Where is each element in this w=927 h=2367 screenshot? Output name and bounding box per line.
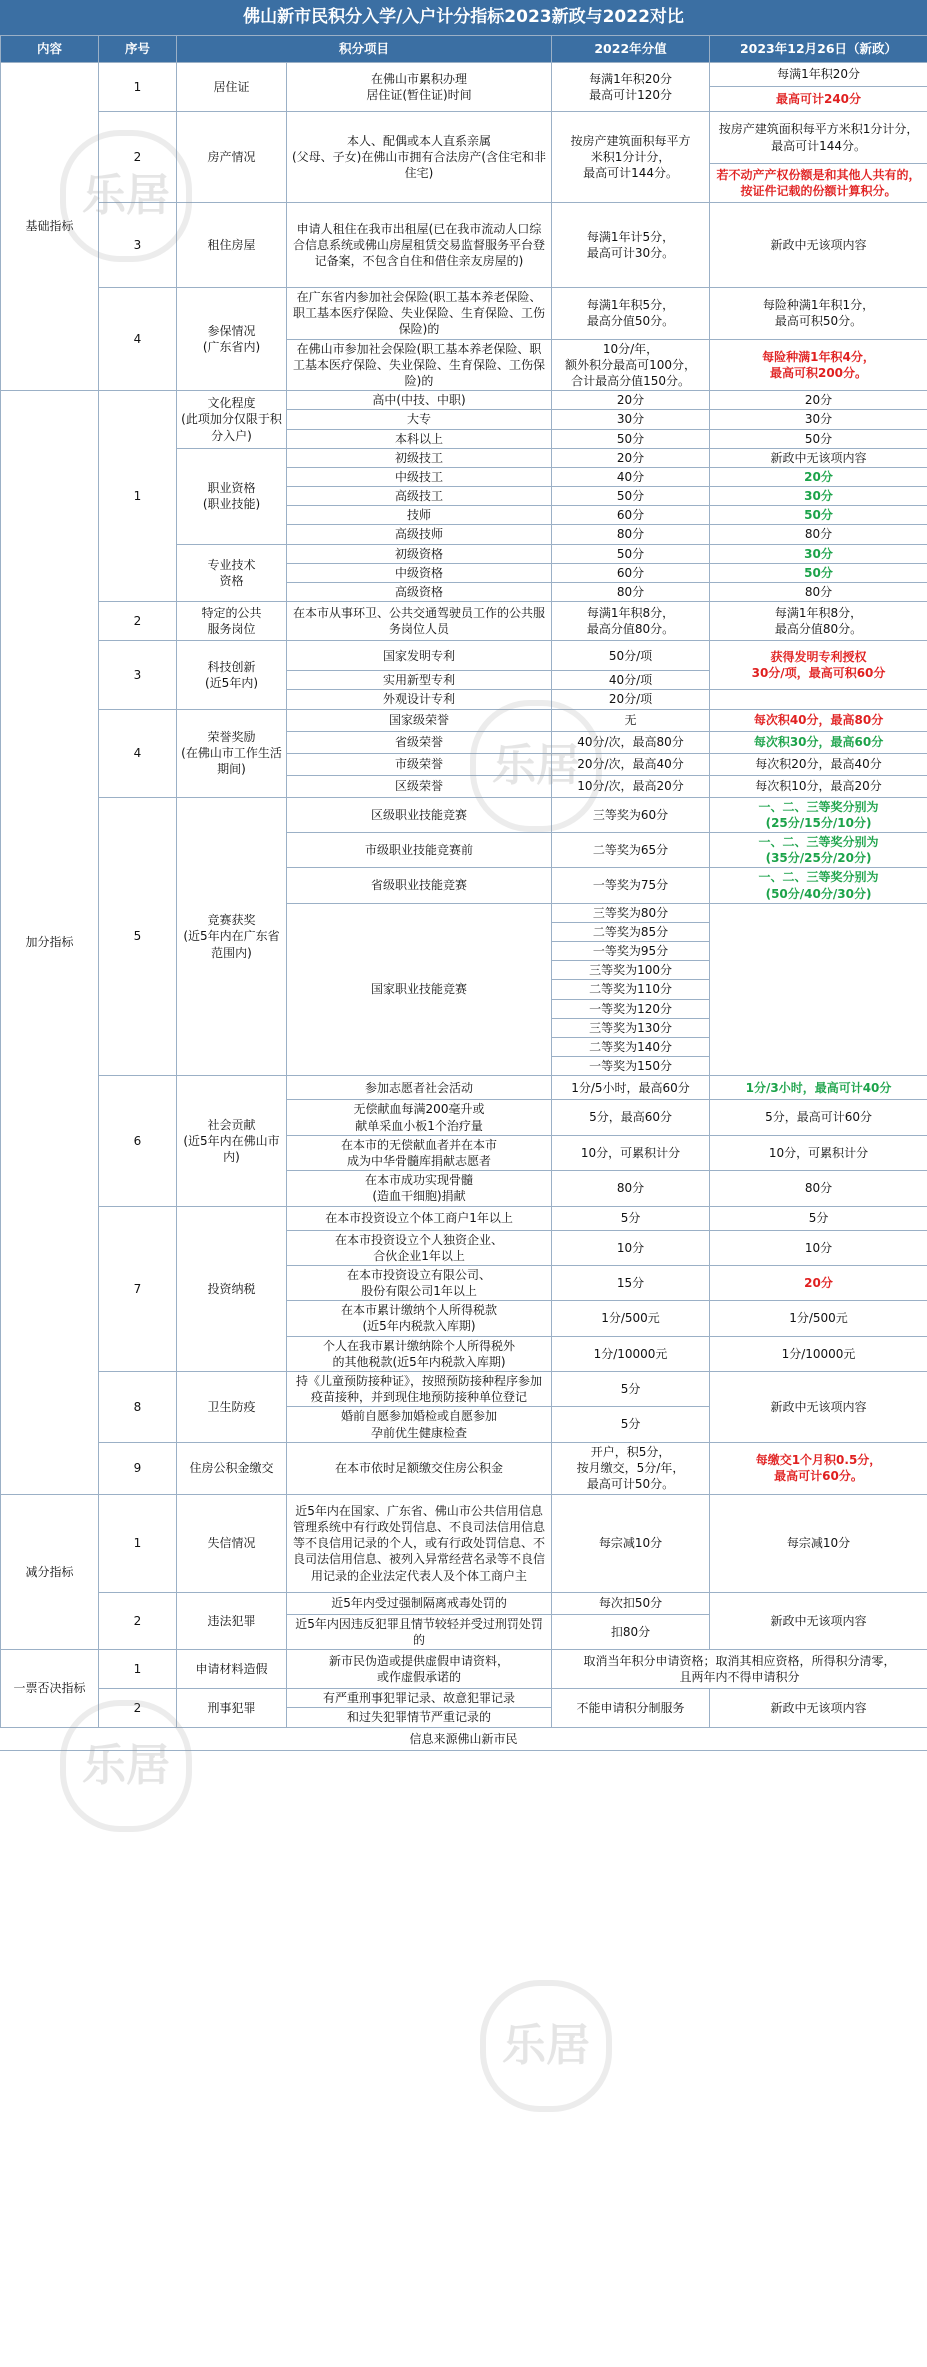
cell-item-detail: 婚前自愿参加婚检或自愿参加 孕前优生健康检查 — [287, 1407, 552, 1442]
cell-item-detail: 持《儿童预防接种证》，按照预防接种程序参加疫苗接种，并到现住地预防接种单位登记 — [287, 1372, 552, 1407]
cell-item-detail: 在本市投资设立个人独资企业、 合伙企业1年以上 — [287, 1230, 552, 1265]
cell-value-2022: 80分 — [552, 525, 710, 544]
cell-value-2023: 每次积30分，最高60分 — [710, 731, 927, 753]
cell-value-2023: 1分/500元 — [710, 1301, 927, 1336]
cell-item-detail: 区级职业技能竞赛 — [287, 797, 552, 832]
cell-item-detail: 在佛山市参加社会保险(职工基本养老保险、职工基本医疗保险、失业保险、生育保险、工伤保险)的 — [287, 339, 552, 391]
cell-value-2023: 50分 — [710, 429, 927, 448]
cell-index: 7 — [99, 1206, 177, 1372]
table-row — [1, 203, 927, 288]
cell-index: 2 — [99, 1592, 177, 1649]
cell-value-2022: 不能申请积分制服务 — [552, 1689, 710, 1727]
header-item: 积分项目 — [177, 36, 552, 63]
cell-index: 1 — [99, 63, 177, 112]
cell-value-2023: 20分 — [710, 467, 927, 486]
cell-value-2023: 新政中无该项内容 — [710, 1372, 927, 1443]
cell-item-name: 居住证 — [177, 63, 287, 112]
cell-value-2022: 一等奖为120分 — [552, 999, 710, 1018]
cell-value-2022: 50分/项 — [552, 641, 710, 671]
cell-value-2022: 每次扣50分 — [552, 1592, 710, 1614]
cell-item-detail: 新市民伪造或提供虚假申请资料， 或作虚假承诺的 — [287, 1650, 552, 1689]
cell-value-2022: 5分 — [552, 1372, 710, 1407]
cell-item-detail: 高级技师 — [287, 525, 552, 544]
cell-value-2022: 每满1年积5分， 最高分值50分。 — [552, 288, 710, 340]
cell-item-name: 失信情况 — [177, 1494, 287, 1592]
cell-value-2022: 50分 — [552, 429, 710, 448]
cell-value-2022: 20分 — [552, 448, 710, 467]
watermark-logo: 乐居 — [480, 1980, 612, 2112]
cell-item-detail: 高中(中技、中职) — [287, 391, 552, 410]
cell-value-2022: 40分/项 — [552, 671, 710, 690]
cell-value-2023: 30分 — [710, 544, 927, 563]
cell-value-2022: 10分 — [552, 1230, 710, 1265]
table-row — [1, 1689, 927, 1708]
cell-value-2022: 无 — [552, 709, 710, 731]
cell-item-detail: 市级荣誉 — [287, 753, 552, 775]
cell-item-detail: 省级荣誉 — [287, 731, 552, 753]
table-row — [1, 112, 927, 164]
cell-item-name: 荣誉奖励 (在佛山市工作生活期间) — [177, 709, 287, 797]
cell-value-2023: 按房产建筑面积每平方米积1分计分，最高可计144分。 — [710, 112, 927, 164]
cell-index: 2 — [99, 112, 177, 203]
cell-item-detail: 市级职业技能竞赛前 — [287, 832, 552, 867]
cell-item-name: 科技创新 (近5年内) — [177, 641, 287, 709]
table-row — [1, 1592, 927, 1614]
source-note: 信息来源佛山新市民 — [0, 1728, 927, 1751]
cell-item-detail: 大专 — [287, 410, 552, 429]
cell-value-2022: 扣80分 — [552, 1614, 710, 1649]
cell-index: 3 — [99, 641, 177, 709]
cell-item-detail: 在本市累计缴纳个人所得税款 (近5年内税款入库期) — [287, 1301, 552, 1336]
cell-value-2023: 每满1年积8分， 最高分值80分。 — [710, 602, 927, 641]
cell-value-2023: 一、二、三等奖分别为 (25分/15分/10分) — [710, 797, 927, 832]
cell-value-2023: 新政中无该项内容 — [710, 448, 927, 467]
cell-value-2023: 新政中无该项内容 — [710, 203, 927, 288]
cell-value-2023: 20分 — [710, 391, 927, 410]
cell-value-2023: 每险种满1年积1分， 最高可积50分。 — [710, 288, 927, 340]
cell-item-detail: 在广东省内参加社会保险(职工基本养老保险、职工基本医疗保险、失业保险、生育保险、工伤保险)的 — [287, 288, 552, 340]
cell-item-detail: 初级技工 — [287, 448, 552, 467]
cell-value-2022: 80分 — [552, 583, 710, 602]
cell-item-detail: 区级荣誉 — [287, 775, 552, 797]
cell-value-2022: 一等奖为150分 — [552, 1057, 710, 1076]
cell-item-name: 文化程度 (此项加分仅限于积分入户) — [177, 391, 287, 449]
cell-value-2022: 每满1年积8分， 最高分值80分。 — [552, 602, 710, 641]
cell-item-detail: 高级技工 — [287, 487, 552, 506]
cell-value-2023: 每满1年积20分 — [710, 63, 927, 87]
cell-value-2022: 5分 — [552, 1206, 710, 1230]
cell-item-name: 租住房屋 — [177, 203, 287, 288]
cell-value-2023: 50分 — [710, 506, 927, 525]
table-row — [1, 641, 927, 671]
comparison-table — [0, 35, 927, 1728]
cell-value-2023 — [710, 690, 927, 709]
cell-value-2022: 二等奖为140分 — [552, 1038, 710, 1057]
cell-value-2023: 5分，最高可计60分 — [710, 1100, 927, 1135]
cell-value-2023: 20分 — [710, 1265, 927, 1300]
cell-item-name: 社会贡献 (近5年内在佛山市内) — [177, 1076, 287, 1206]
cell-item-detail: 外观设计专利 — [287, 690, 552, 709]
cell-item-detail: 在本市投资设立有限公司、 股份有限公司1年以上 — [287, 1265, 552, 1300]
table-row — [1, 288, 927, 340]
cell-value-2023: 新政中无该项内容 — [710, 1592, 927, 1649]
cell-value-2022: 10分/次，最高20分 — [552, 775, 710, 797]
cell-item-detail: 参加志愿者社会活动 — [287, 1076, 552, 1100]
cell-value-2022: 开户，积5分， 按月缴交，5分/年， 最高可计50分。 — [552, 1442, 710, 1494]
page-title: 佛山新市民积分入学/入户计分指标2023新政与2022对比 — [0, 0, 927, 35]
cell-value-2022: 三等奖为130分 — [552, 1018, 710, 1037]
cell-item-detail: 实用新型专利 — [287, 671, 552, 690]
table-row — [1, 391, 927, 410]
header-2022: 2022年分值 — [552, 36, 710, 63]
cell-value-2022: 50分 — [552, 544, 710, 563]
cell-category: 一票否决指标 — [1, 1650, 99, 1727]
cell-value-2023: 每险种满1年积4分， 最高可积200分。 — [710, 339, 927, 391]
cell-item-name: 申请材料造假 — [177, 1650, 287, 1689]
cell-value-2022: 5分，最高60分 — [552, 1100, 710, 1135]
cell-item-name: 特定的公共 服务岗位 — [177, 602, 287, 641]
cell-item-detail: 中级资格 — [287, 563, 552, 582]
cell-value-2022: 20分/次，最高40分 — [552, 753, 710, 775]
cell-value-2023: 1分/10000元 — [710, 1336, 927, 1371]
cell-item-detail: 申请人租住在我市出租屋(已在我市流动人口综合信息系统或佛山房屋租赁交易监督服务平台登记备案，不包含自住和借住亲友房屋的) — [287, 203, 552, 288]
cell-value-2022: 10分，可累积计分 — [552, 1135, 710, 1170]
cell-index: 1 — [99, 391, 177, 602]
cell-item-detail: 技师 — [287, 506, 552, 525]
table-row — [1, 709, 927, 731]
cell-index: 1 — [99, 1650, 177, 1689]
cell-index: 6 — [99, 1076, 177, 1206]
table-row — [1, 63, 927, 87]
cell-index: 2 — [99, 602, 177, 641]
cell-value-2023: 新政中无该项内容 — [710, 1689, 927, 1727]
cell-item-name: 投资纳税 — [177, 1206, 287, 1372]
table-header-row — [1, 36, 927, 63]
cell-value-2022: 50分 — [552, 487, 710, 506]
cell-value-2022: 一等奖为75分 — [552, 868, 710, 903]
cell-item-detail: 在本市从事环卫、公共交通驾驶员工作的公共服务岗位人员 — [287, 602, 552, 641]
cell-value-2023: 10分，可累积计分 — [710, 1135, 927, 1170]
cell-value-2022: 二等奖为110分 — [552, 980, 710, 999]
cell-value-2022: 三等奖为100分 — [552, 961, 710, 980]
table-row — [1, 1206, 927, 1230]
cell-value-2023: 每宗减10分 — [710, 1494, 927, 1592]
cell-value-2023: 10分 — [710, 1230, 927, 1265]
cell-value-2023 — [710, 903, 927, 1076]
cell-item-detail: 和过失犯罪情节严重记录的 — [287, 1708, 552, 1727]
cell-value-2023: 30分 — [710, 487, 927, 506]
cell-value-2022: 1分/5小时，最高60分 — [552, 1076, 710, 1100]
cell-value-2022: 40分/次，最高80分 — [552, 731, 710, 753]
watermark-logo: 乐居 — [60, 1700, 192, 1832]
cell-value-2023: 80分 — [710, 583, 927, 602]
cell-item-detail: 省级职业技能竞赛 — [287, 868, 552, 903]
cell-item-name: 刑事犯罪 — [177, 1689, 287, 1727]
cell-item-detail: 无偿献血每满200毫升或 献单采血小板1个治疗量 — [287, 1100, 552, 1135]
cell-value-2022: 60分 — [552, 563, 710, 582]
cell-value-2022: 60分 — [552, 506, 710, 525]
cell-index: 2 — [99, 1689, 177, 1727]
cell-value-2023: 1分/3小时，最高可计40分 — [710, 1076, 927, 1100]
cell-item-detail: 在佛山市累积办理 居住证(暂住证)时间 — [287, 63, 552, 112]
cell-index: 5 — [99, 797, 177, 1076]
cell-index: 4 — [99, 288, 177, 391]
cell-value-2023: 30分 — [710, 410, 927, 429]
cell-item-name: 职业资格 (职业技能) — [177, 448, 287, 544]
cell-value-2022: 30分 — [552, 410, 710, 429]
cell-value-2022: 每宗减10分 — [552, 1494, 710, 1592]
cell-value-2022: 按房产建筑面积每平方 米积1分计分， 最高可计144分。 — [552, 112, 710, 203]
cell-value-2022: 15分 — [552, 1265, 710, 1300]
cell-value-2022: 40分 — [552, 467, 710, 486]
cell-item-detail: 在本市成功实现骨髓 (造血干细胞)捐献 — [287, 1171, 552, 1206]
cell-item-detail: 本科以上 — [287, 429, 552, 448]
cell-value-2023: 获得发明专利授权 30分/项，最高可积60分 — [710, 641, 927, 690]
cell-index: 9 — [99, 1442, 177, 1494]
cell-item-name: 违法犯罪 — [177, 1592, 287, 1649]
cell-value-2023: 每次积20分，最高40分 — [710, 753, 927, 775]
cell-item-name: 专业技术 资格 — [177, 544, 287, 602]
cell-value-2022: 三等奖为60分 — [552, 797, 710, 832]
cell-item-name: 房产情况 — [177, 112, 287, 203]
cell-item-detail: 国家级荣誉 — [287, 709, 552, 731]
cell-value-2023: 80分 — [710, 1171, 927, 1206]
cell-item-detail: 国家发明专利 — [287, 641, 552, 671]
cell-item-detail: 本人、配偶或本人直系亲属 (父母、子女)在佛山市拥有合法房产(含住宅和非住宅) — [287, 112, 552, 203]
cell-item-detail: 中级技工 — [287, 467, 552, 486]
header-2023: 2023年12月26日（新政） — [710, 36, 927, 63]
cell-item-name: 竞赛获奖 (近5年内在广东省范围内) — [177, 797, 287, 1076]
cell-item-detail: 有严重刑事犯罪记录、故意犯罪记录 — [287, 1689, 552, 1708]
cell-value-2022: 一等奖为95分 — [552, 942, 710, 961]
cell-value-2022: 每满1年计5分， 最高可计30分。 — [552, 203, 710, 288]
cell-category: 基础指标 — [1, 63, 99, 391]
cell-item-detail: 初级资格 — [287, 544, 552, 563]
cell-value-2023: 5分 — [710, 1206, 927, 1230]
cell-value-2022: 二等奖为65分 — [552, 832, 710, 867]
cell-category: 减分指标 — [1, 1494, 99, 1649]
cell-item-name: 住房公积金缴交 — [177, 1442, 287, 1494]
cell-value-2023: 每次积10分，最高20分 — [710, 775, 927, 797]
cell-item-detail: 近5年内因违反犯罪且情节较轻并受过刑罚处罚的 — [287, 1614, 552, 1649]
cell-index: 3 — [99, 203, 177, 288]
cell-item-detail: 个人在我市累计缴纳除个人所得税外 的其他税款(近5年内税款入库期) — [287, 1336, 552, 1371]
table-row — [1, 1650, 927, 1689]
table-row — [1, 1494, 927, 1592]
cell-item-detail: 在本市投资设立个体工商户1年以上 — [287, 1206, 552, 1230]
cell-item-detail: 高级资格 — [287, 583, 552, 602]
cell-value-2022: 三等奖为80分 — [552, 903, 710, 922]
cell-item-name: 参保情况 (广东省内) — [177, 288, 287, 391]
cell-value-2022: 20分 — [552, 391, 710, 410]
watermark-logo: 乐居 — [60, 130, 192, 262]
table-row — [1, 1076, 927, 1100]
cell-value-2023: 80分 — [710, 525, 927, 544]
cell-value-2022: 1分/10000元 — [552, 1336, 710, 1371]
cell-item-detail: 近5年内受过强制隔离戒毒处罚的 — [287, 1592, 552, 1614]
cell-index: 1 — [99, 1494, 177, 1592]
cell-value-2022: 80分 — [552, 1171, 710, 1206]
cell-value-2023: 每缴交1个月积0.5分， 最高可计60分。 — [710, 1442, 927, 1494]
cell-value-2023: 若不动产产权份额是和其他人共有的，按证件记载的份额计算积分。 — [710, 164, 927, 203]
cell-category: 加分指标 — [1, 391, 99, 1495]
cell-value-2022: 10分/年， 额外积分最高可100分， 合计最高分值150分。 — [552, 339, 710, 391]
cell-index: 4 — [99, 709, 177, 797]
header-content: 内容 — [1, 36, 99, 63]
cell-value-2023: 50分 — [710, 563, 927, 582]
cell-value-2022: 每满1年积20分 最高可计120分 — [552, 63, 710, 112]
header-index: 序号 — [99, 36, 177, 63]
cell-item-detail: 近5年内在国家、广东省、佛山市公共信用信息管理系统中有行政处罚信息、不良司法信用信息等不良信用记录的个人，或有行政处罚信息、不良司法信用信息、被列入异常经营名录等不良信用记录的企业法定代表人及个体工商户主 — [287, 1494, 552, 1592]
cell-value-2022: 5分 — [552, 1407, 710, 1442]
cell-index: 8 — [99, 1372, 177, 1443]
watermark-logo: 乐居 — [470, 700, 602, 832]
table-row — [1, 1372, 927, 1407]
table-row — [1, 797, 927, 832]
cell-value-2022: 二等奖为85分 — [552, 922, 710, 941]
cell-value-2023: 一、二、三等奖分别为 (50分/40分/30分) — [710, 868, 927, 903]
cell-item-detail: 在本市的无偿献血者并在本市 成为中华骨髓库捐献志愿者 — [287, 1135, 552, 1170]
table-row — [1, 602, 927, 641]
cell-value-2023: 一、二、三等奖分别为 (35分/25分/20分) — [710, 832, 927, 867]
cell-value-2023: 最高可计240分 — [710, 87, 927, 112]
cell-value-2022: 20分/项 — [552, 690, 710, 709]
cell-value-2023: 每次积40分，最高80分 — [710, 709, 927, 731]
cell-item-name: 卫生防疫 — [177, 1372, 287, 1443]
cell-item-detail: 在本市依时足额缴交住房公积金 — [287, 1442, 552, 1494]
cell-value-2022: 取消当年积分申请资格；取消其相应资格，所得积分清零， 且两年内不得申请积分 — [552, 1650, 927, 1689]
cell-value-2022: 1分/500元 — [552, 1301, 710, 1336]
cell-item-detail: 国家职业技能竞赛 — [287, 903, 552, 1076]
table-row — [1, 1442, 927, 1494]
